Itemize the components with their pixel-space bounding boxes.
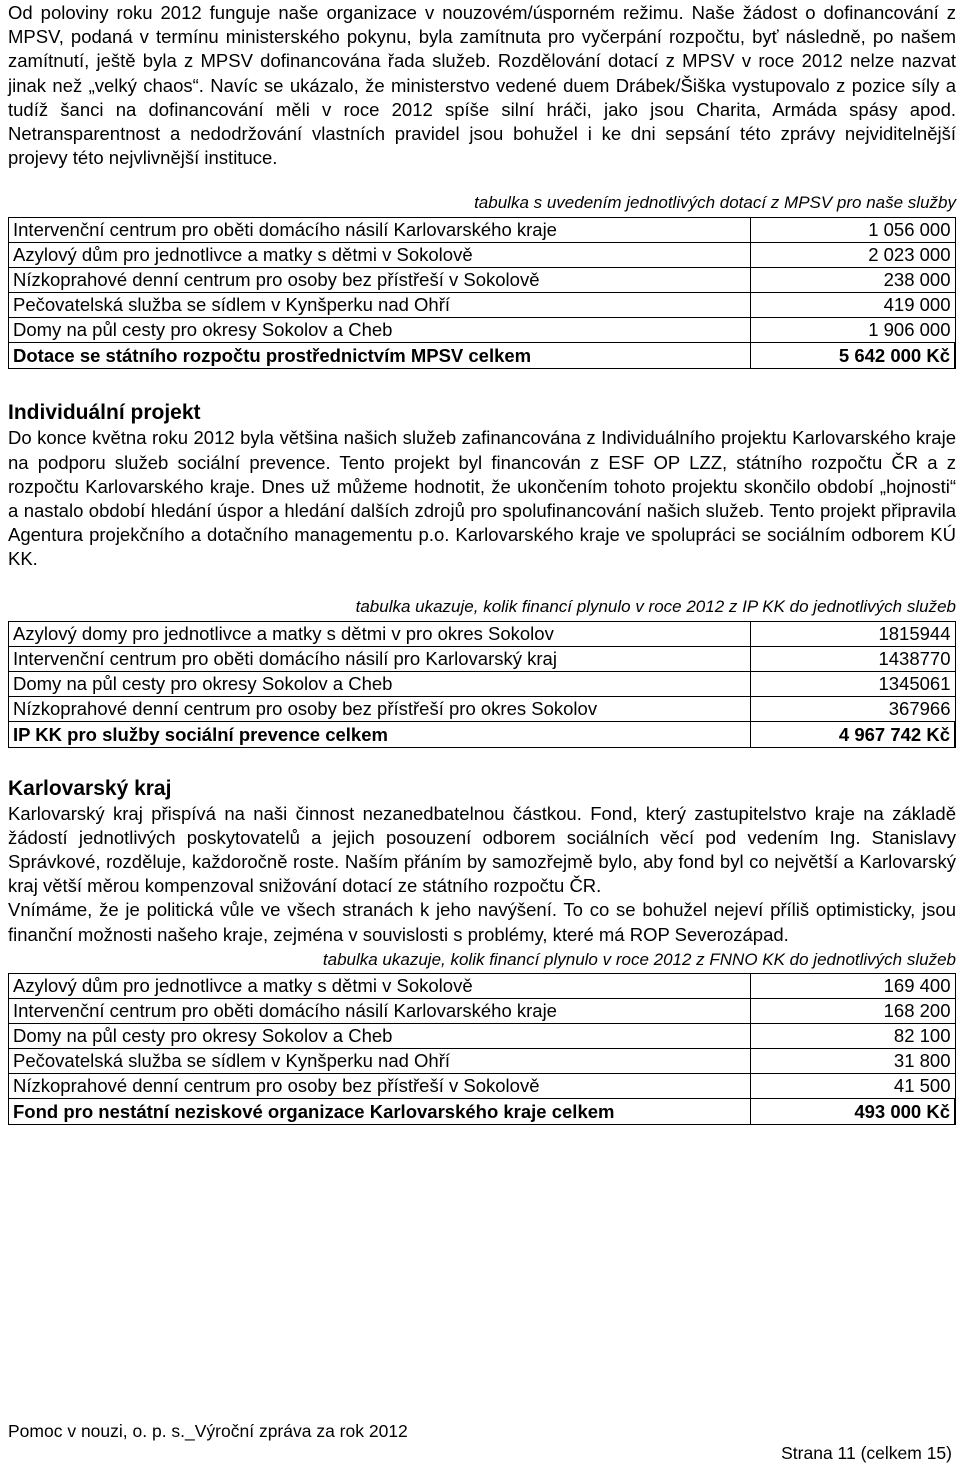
row-amount: 2 023 000 [750, 243, 955, 268]
table-total-row [9, 343, 956, 369]
total-label: IP KK pro služby sociální prevence celkem [9, 721, 751, 747]
total-amount: 5 642 000 Kč [750, 343, 955, 369]
table-row [9, 268, 956, 293]
row-amount: 169 400 [750, 973, 955, 998]
row-amount: 1 906 000 [750, 318, 955, 343]
row-amount: 41 500 [750, 1073, 955, 1098]
table-row [9, 671, 956, 696]
row-label: Azylový domy pro jednotlivce a matky s dětmi v pro okres Sokolov [9, 621, 751, 646]
row-amount: 168 200 [750, 998, 955, 1023]
table-row [9, 318, 956, 343]
row-label: Intervenční centrum pro oběti domácího násilí Karlovarského kraje [9, 998, 751, 1023]
row-amount: 238 000 [750, 268, 955, 293]
row-label: Azylový dům pro jednotlivce a matky s dětmi v Sokolově [9, 243, 751, 268]
row-amount: 1 056 000 [750, 218, 955, 243]
individual-project-paragraph: Do konce května roku 2012 byla většina našich služeb zafinancována z Individuálního projektu Karlovarského kraje na podporu služeb sociální prevence. Tento projekt byl financován z ESF OP LZZ, státního rozpočtu ČR a z rozpočtu Karlovarského kraje. Dnes už můžeme hodnotit, že ukončením tohoto projektu skončilo období „hojnosti“ a nastalo období hledání úspor a hledání dalších zdrojů pro spolufinancování našich služeb. Tento projekt připravila Agentura projekčního a dotačního managementu p.o. Karlovarského kraje ve spolupráci se sociálním odborem KÚ KK. [8, 427, 956, 570]
individual-project-heading: Individuální projekt [8, 401, 201, 425]
total-label: Dotace se státního rozpočtu prostřednictvím MPSV celkem [9, 343, 751, 369]
row-label: Azylový dům pro jednotlivce a matky s dětmi v Sokolově [9, 973, 751, 998]
row-amount: 1345061 [750, 671, 955, 696]
fnno-kk-table [8, 973, 956, 1125]
row-label: Intervenční centrum pro oběti domácího násilí Karlovarského kraje [9, 218, 751, 243]
table-row [9, 243, 956, 268]
row-label: Domy na půl cesty pro okresy Sokolov a Cheb [9, 318, 751, 343]
row-amount: 367966 [750, 696, 955, 721]
row-label: Nízkoprahové denní centrum pro osoby bez přístřeší v Sokolově [9, 268, 751, 293]
table-row [9, 998, 956, 1023]
table-total-row [9, 721, 956, 747]
row-label: Nízkoprahové denní centrum pro osoby bez přístřeší v Sokolově [9, 1073, 751, 1098]
row-label: Nízkoprahové denní centrum pro osoby bez přístřeší pro okres Sokolov [9, 696, 751, 721]
total-amount: 493 000 Kč [750, 1098, 955, 1124]
table-row [9, 696, 956, 721]
table-row [9, 293, 956, 318]
total-amount: 4 967 742 Kč [750, 721, 955, 747]
row-label: Domy na půl cesty pro okresy Sokolov a Cheb [9, 1023, 751, 1048]
footer-page-number: Strana 11 (celkem 15) [781, 1443, 952, 1463]
total-label: Fond pro nestátní neziskové organizace Karlovarského kraje celkem [9, 1098, 751, 1124]
table1-caption: tabulka s uvedením jednotlivých dotací z MPSV pro naše služby [474, 193, 956, 213]
table-row [9, 1048, 956, 1073]
karlovarsky-kraj-paragraph-2: Vnímáme, že je politická vůle ve všech stranách k jeho navýšení. To co se bohužel nejeví příliš optimisticky, jsou finanční možnosti našeho kraje, zejména v souvislosti s problémy, které má ROP Severozápad. [8, 899, 956, 945]
table-row [9, 621, 956, 646]
table-row [9, 973, 956, 998]
row-label: Pečovatelská služba se sídlem v Kynšperku nad Ohří [9, 293, 751, 318]
row-amount: 1438770 [750, 646, 955, 671]
row-label: Pečovatelská služba se sídlem v Kynšperku nad Ohří [9, 1048, 751, 1073]
table-row [9, 1073, 956, 1098]
table-total-row [9, 1098, 956, 1124]
karlovarsky-kraj-heading: Karlovarský kraj [8, 776, 172, 800]
row-label: Domy na půl cesty pro okresy Sokolov a Cheb [9, 671, 751, 696]
ip-kk-table [8, 621, 956, 748]
table-row [9, 218, 956, 243]
table-row [9, 646, 956, 671]
row-amount: 31 800 [750, 1048, 955, 1073]
row-amount: 1815944 [750, 621, 955, 646]
mpsv-grants-table [8, 217, 956, 369]
table-row [9, 1023, 956, 1048]
document-page [8, 0, 956, 1125]
row-amount: 419 000 [750, 293, 955, 318]
table2-caption: tabulka ukazuje, kolik financí plynulo v roce 2012 z IP KK do jednotlivých služeb [355, 596, 956, 616]
table3-caption: tabulka ukazuje, kolik financí plynulo v roce 2012 z FNNO KK do jednotlivých služeb [322, 949, 956, 969]
row-amount: 82 100 [750, 1023, 955, 1048]
intro-paragraph: Od poloviny roku 2012 funguje naše organizace v nouzovém/úsporném režimu. Naše žádost o dofinancování z MPSV, podaná v termínu ministerského pokynu, byla zamítnuta pro vyčerpání rozpočtu, byť následně, po našem zamítnutí, ještě byla z MPSV dofinancována řada služeb. Rozdělování dotací z MPSV v roce 2012 nelze nazvat jinak než „velký chaos“. Navíc se ukázalo, že ministerstvo vedené duem Drábek/Šiška vystupovalo z pozice síly a tudíž šanci na dofinancování měli v roce 2012 spíše silní hráči, jako jsou Charita, Armáda spásy apod. Netransparentnost a nedodržování vlastních pravidel jsou bohužel i ke dni sepsání této zprávy nejviditelnější projevy této nejvlivnější instituce. [8, 2, 956, 169]
footer-report-title: Pomoc v nouzi, o. p. s._Výroční zpráva za rok 2012 [8, 1421, 408, 1441]
row-label: Intervenční centrum pro oběti domácího násilí pro Karlovarský kraj [9, 646, 751, 671]
karlovarsky-kraj-paragraph-1: Karlovarský kraj přispívá na naši činnost nezanedbatelnou částkou. Fond, který zastupitelstvo kraje na základě žádostí jednotlivých poskytovatelů a jejich posouzení odborem sociálních věcí pod vedením Ing. Stanislavy Správkové, rozděluje, každoročně roste. Naším přáním by samozřejmě bylo, aby fond byl co největší a Karlovarský kraj větší měrou kompenzoval snižování dotací ze státního rozpočtu ČR. [8, 802, 956, 897]
